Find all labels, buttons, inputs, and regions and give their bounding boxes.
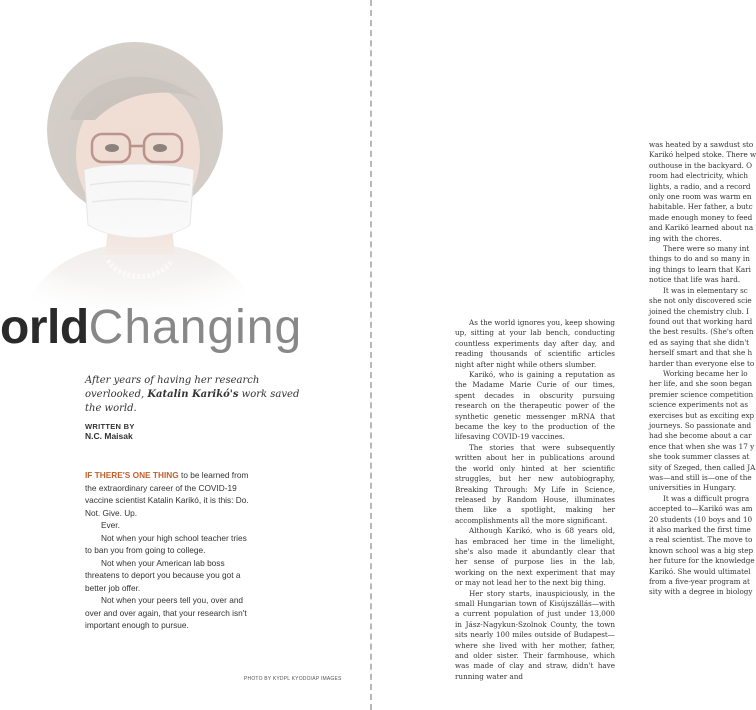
body-line: 20 students (10 boys and 10: [649, 514, 753, 524]
body-paragraph: As the world ignores you, keep showing up, sitting at your lab bench, conducting countless experiments day after day, and reading thousands of scientific articles night after night while others slumber.: [455, 318, 615, 369]
portrait-photo: [0, 20, 300, 320]
dek-text-1: After years of having her research overlooked,: [85, 375, 260, 400]
left-page: [0, 0, 370, 710]
body-line: she took summer classes at: [649, 452, 750, 462]
body-line: ing with the chores.: [649, 233, 722, 243]
body-line: herself smart and that she h: [649, 348, 753, 358]
intro-paragraph: [85, 469, 250, 519]
body-line: Karikó helped stoke. There w: [649, 150, 756, 160]
right-page: [373, 0, 756, 710]
body-line: had she become about a car: [649, 431, 752, 441]
body-line: it also marked the first time: [649, 525, 751, 535]
body-line: exercises but as exciting exp: [649, 410, 755, 420]
body-line: Karikó. She would ultimatel: [649, 566, 751, 576]
intro-paragraph: Not when your peers tell you, over and over and over again, that your research isn't important enough to pursue.: [85, 595, 247, 630]
headline-bold: orld: [0, 301, 89, 354]
intro-paragraph: Ever.: [101, 520, 120, 530]
byline-name: N.C. Maisak: [85, 431, 133, 441]
body-column-1: [455, 318, 615, 682]
body-line: from a five-year program at: [649, 577, 750, 587]
body-line: her life, and she soon began: [649, 379, 752, 389]
body-line: ed as saying that she didn't: [649, 337, 750, 347]
headline: [0, 300, 370, 356]
photo-credit: PHOTO BY KYDPL KYODO/AP IMAGES: [244, 676, 342, 682]
page-gutter: [370, 0, 372, 710]
body-line: accepted to—Karikó was am: [649, 504, 753, 514]
body-line: made enough money to feed: [649, 212, 753, 222]
body-line: things to do and so many in: [649, 254, 750, 264]
headline-light: Changing: [88, 301, 303, 354]
body-line: the best results. (She's often: [649, 327, 754, 337]
body-line: known school was a big step: [649, 545, 754, 555]
body-line: ence that when she was 17 y: [649, 441, 755, 451]
body-line: harder than everyone else to: [649, 358, 755, 368]
body-paragraph: Karikó, who is gaining a reputation as the Madame Marie Curie of our times, spent decades in obscurity pursuing research on the therapeutic power of the synthetic genetic messenger mRNA that became the key to the production of the lifesaving COVID-19 vaccines.: [455, 370, 615, 442]
body-line: sity with a degree in biology: [649, 587, 753, 597]
body-line: notice that life was hard.: [649, 275, 741, 285]
body-line: science experiments not as: [649, 400, 749, 410]
body-line: was heated by a sawdust sto: [649, 140, 754, 149]
body-line: journeys. So passionate and: [649, 420, 752, 430]
intro-text: [85, 469, 250, 632]
dek-text-2: work saved the world.: [85, 389, 300, 414]
body-line: universities in Hungary.: [649, 483, 737, 493]
body-line: outhouse in the backyard. O: [649, 160, 753, 170]
body-line: her future for the knowledge: [649, 556, 755, 566]
intro-lead-rest: to be learned from the extraordinary career of the COVID-19 vaccine scientist Katalin Karikó, it is this: Do. Not. Give. Up.: [85, 470, 249, 518]
body-paragraph: The stories that were subsequently written about her in publications around the world only hinted at her scientific struggles, but her new autobiography, Breaking Through: My Life in Science, released by Random House, illuminates them like a spotlight, making her accomplishments all the more significant.: [455, 442, 615, 525]
dek-name: Katalin Karikó's: [147, 389, 239, 400]
body-line: ing things to learn that Kari: [649, 264, 751, 274]
byline-label: WRITTEN BY: [85, 422, 135, 431]
body-line: There were so many int: [663, 244, 750, 254]
body-line: joined the chemistry club. I: [649, 306, 750, 316]
body-line: lights, a radio, and a record: [649, 181, 751, 191]
body-line: found out that working hard: [649, 316, 753, 326]
body-paragraph: Although Karikó, who is 68 years old, has embraced her time in the limelight, she's also made it abundantly clear that her sense of purpose lies in the lab, working on the next experiment that may or may not lead her to the next big thing.: [455, 526, 615, 588]
intro-paragraph: Not when your high school teacher tries to ban you from going to college.: [85, 532, 247, 555]
body-line: Working became her lo: [663, 368, 748, 378]
dek: [85, 374, 315, 416]
body-line: room had electricity, which: [649, 171, 749, 181]
body-line: was—and still is—one of the: [649, 473, 752, 482]
body-line: only one room was warm en: [649, 192, 752, 202]
body-line: and Karikó learned about na: [649, 223, 754, 233]
body-line: sity of Szeged, then called JA: [649, 462, 756, 472]
body-line: habitable. Her father, a butc: [649, 202, 753, 212]
body-column-2: [649, 140, 756, 598]
intro-lead: IF THERE'S ONE THING: [85, 470, 179, 480]
body-line: It was a difficult progra: [663, 493, 750, 503]
body-line: she not only discovered scie: [649, 296, 752, 306]
body-line: premier science competition: [649, 389, 754, 399]
body-line: a real scientist. The move to: [649, 535, 753, 545]
intro-paragraph: Not when your American lab boss threatens to deport you because you got a better job offer.: [85, 557, 241, 593]
body-paragraph: Her story starts, inauspiciously, in the small Hungarian town of Kisújszállás—with a current population of just under 13,000 in Jász-Nagykun-Szolnok County, the town sits nearly 100 miles outside of Budapest—where she lived with her mother, father, and older sister. Their farmhouse, which was made of clay and straw, didn't have running water and: [455, 588, 615, 681]
body-line: It was in elementary sc: [663, 285, 748, 295]
